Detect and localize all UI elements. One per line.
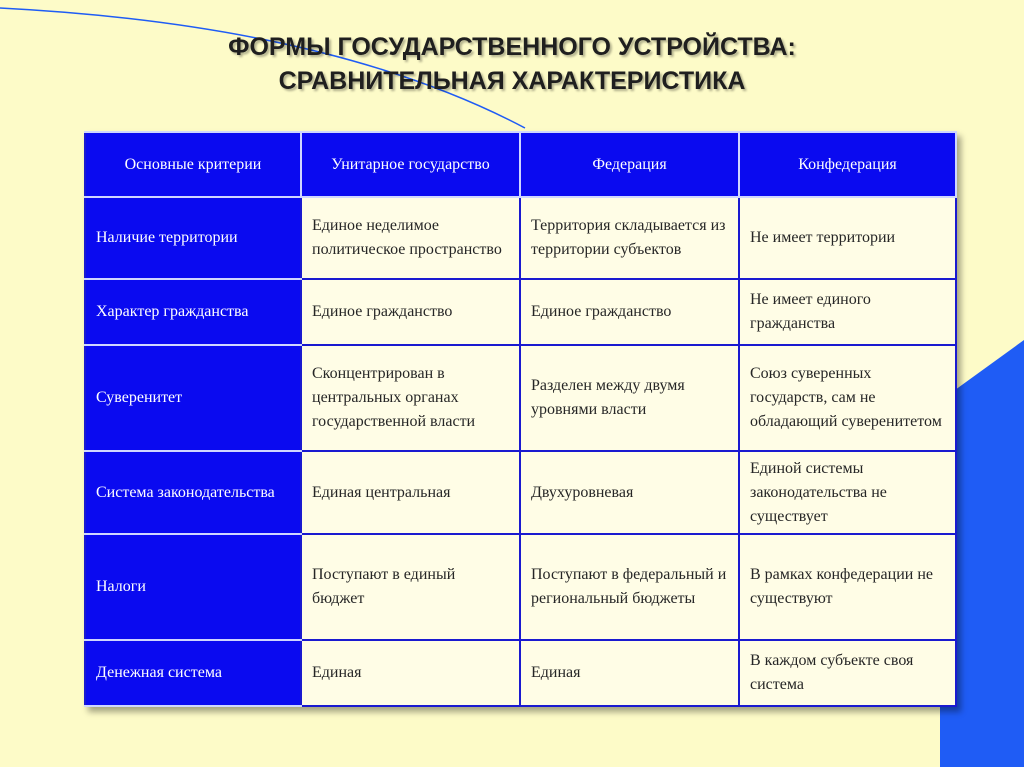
title-line-2: СРАВНИТЕЛЬНАЯ ХАРАКТЕРИСТИКА xyxy=(278,67,746,95)
header-criteria: Основные критерии xyxy=(85,132,301,197)
cell-confederation: Не имеет единого гражданства xyxy=(739,279,956,345)
comparison-table xyxy=(84,131,957,707)
cell-unitary: Единая центральная xyxy=(301,451,520,534)
cell-unitary: Единое гражданство xyxy=(301,279,520,345)
table-row xyxy=(85,197,956,279)
cell-confederation: В рамках конфедерации не существуют xyxy=(739,534,956,640)
header-federation: Федерация xyxy=(520,132,739,197)
row-criterion: Характер гражданства xyxy=(85,279,301,345)
cell-confederation: Не имеет территории xyxy=(739,197,956,279)
table-row xyxy=(85,279,956,345)
cell-unitary: Сконцентрирован в центральных органах государственной власти xyxy=(301,345,520,451)
table-row xyxy=(85,451,956,534)
table-header-row xyxy=(85,132,956,197)
row-criterion: Наличие территории xyxy=(85,197,301,279)
cell-federation: Поступают в федеральный и региональный бюджеты xyxy=(520,534,739,640)
cell-federation: Двухуровневая xyxy=(520,451,739,534)
table-row xyxy=(85,640,956,706)
page-title xyxy=(0,30,1024,98)
cell-federation: Единое гражданство xyxy=(520,279,739,345)
cell-confederation: В каждом субъекте своя система xyxy=(739,640,956,706)
cell-unitary: Единое неделимое политическое пространство xyxy=(301,197,520,279)
cell-federation: Разделен между двумя уровнями власти xyxy=(520,345,739,451)
cell-federation: Территория складывается из территории субъектов xyxy=(520,197,739,279)
header-confederation: Конфедерация xyxy=(739,132,956,197)
row-criterion: Налоги xyxy=(85,534,301,640)
title-line-1: ФОРМЫ ГОСУДАРСТВЕННОГО УСТРОЙСТВА: xyxy=(228,33,796,61)
table-row xyxy=(85,534,956,640)
cell-confederation: Единой системы законодательства не существует xyxy=(739,451,956,534)
row-criterion: Система законодательства xyxy=(85,451,301,534)
cell-unitary: Единая xyxy=(301,640,520,706)
header-unitary: Унитарное государство xyxy=(301,132,520,197)
table-row xyxy=(85,345,956,451)
cell-confederation: Союз суверенных государств, сам не обладающий суверенитетом xyxy=(739,345,956,451)
cell-unitary: Поступают в единый бюджет xyxy=(301,534,520,640)
cell-federation: Единая xyxy=(520,640,739,706)
row-criterion: Денежная система xyxy=(85,640,301,706)
row-criterion: Суверенитет xyxy=(85,345,301,451)
